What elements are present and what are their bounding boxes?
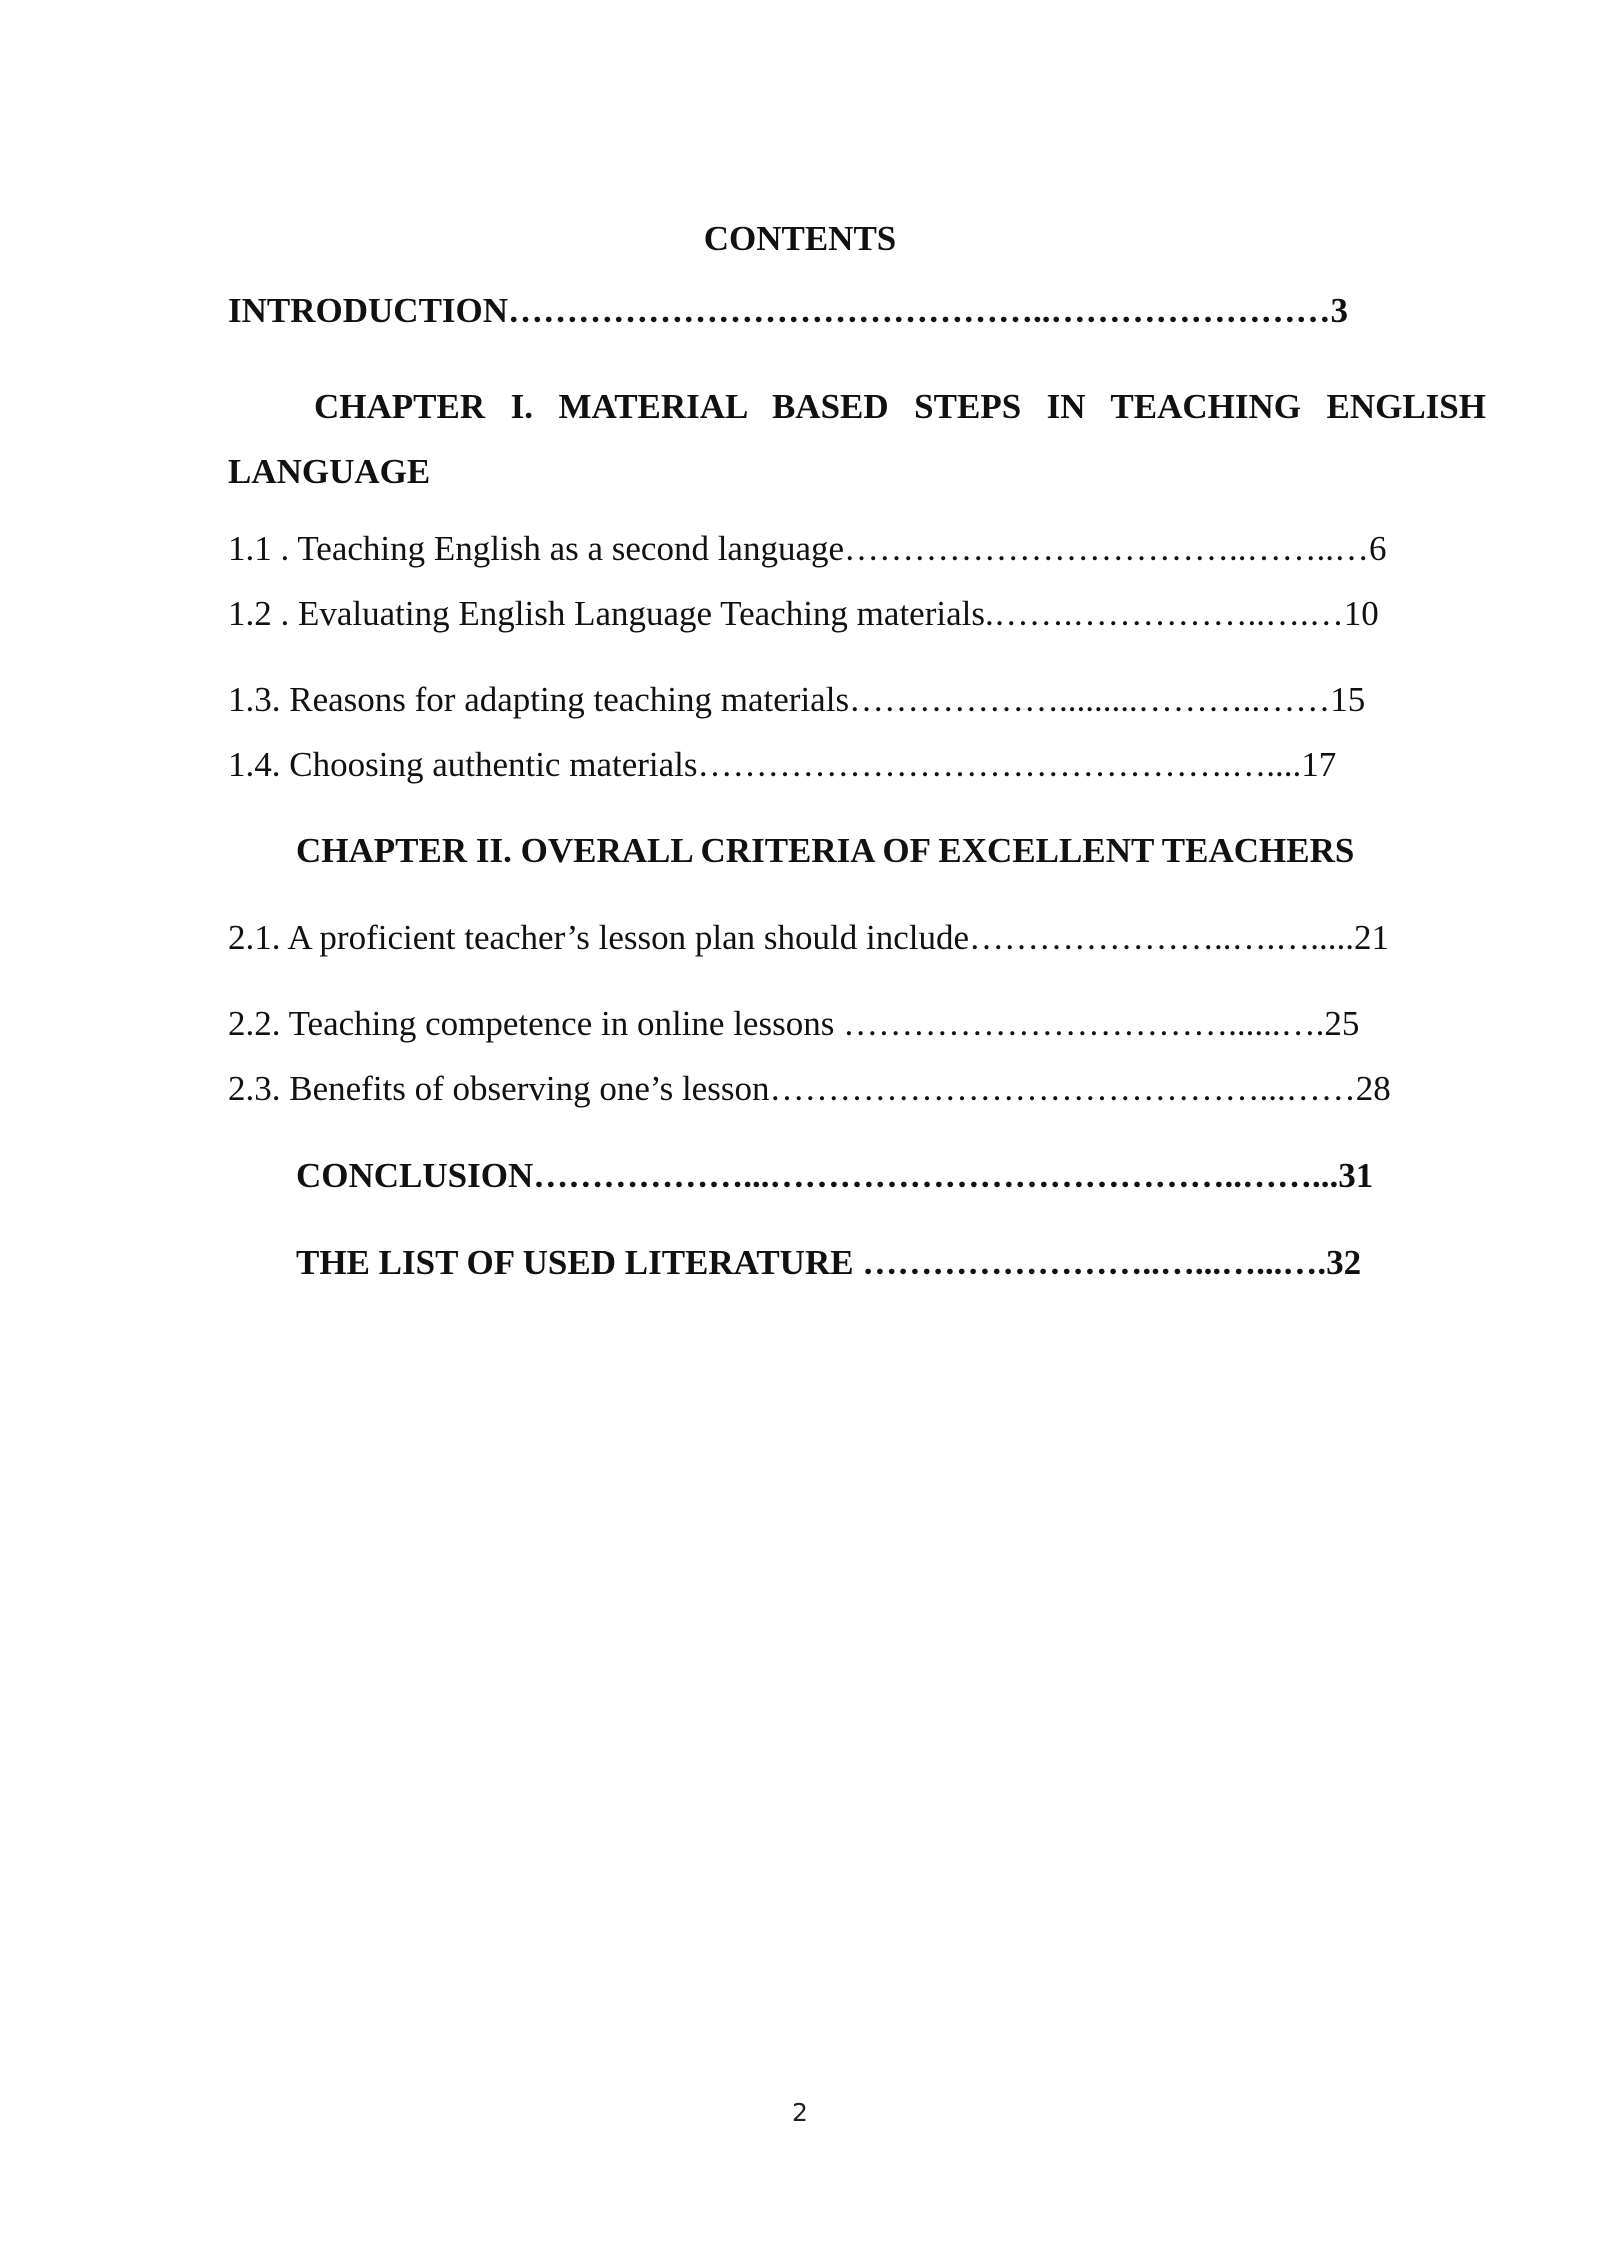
toc-entry-2-1: 2.1. A proficient teacher’s lesson plan should include…………………..….….....21 (228, 918, 1389, 957)
toc-entry-2-3: 2.3. Benefits of observing one’s lesson……………………………………...……28 (228, 1069, 1391, 1108)
toc-chapter-1-heading: CHAPTER I. MATERIAL BASED STEPS IN TEACHING ENGLISH LANGUAGE (228, 387, 1486, 491)
toc-entry-conclusion: CONCLUSION………………...…………………………………..……...31 (296, 1156, 1374, 1195)
toc-entry-1-2: 1.2 . Evaluating English Language Teaching materials.…….……………..….…10 (228, 594, 1379, 633)
toc-entry-1-1: 1.1 . Teaching English as a second language……………………………..……..…6 (228, 529, 1387, 568)
contents-title: CONTENTS (703, 219, 897, 258)
toc-entry-2-2: 2.2. Teaching competence in online lessons ……………………………......….25 (228, 1004, 1360, 1043)
toc-entry-1-4: 1.4. Choosing authentic materials……………………………………….…....17 (228, 745, 1337, 784)
page-number: 2 (792, 2098, 808, 2127)
toc-chapter-2-heading: CHAPTER II. OVERALL CRITERIA OF EXCELLENT TEACHERS (296, 831, 1355, 870)
toc-entry-introduction: INTRODUCTION………………………………………..……………………3 (228, 291, 1349, 330)
toc-entry-1-3: 1.3. Reasons for adapting teaching materials……………….........………..……15 (228, 680, 1366, 719)
toc-entry-literature: THE LIST OF USED LITERATURE ……………………..…...…...….32 (296, 1243, 1362, 1282)
